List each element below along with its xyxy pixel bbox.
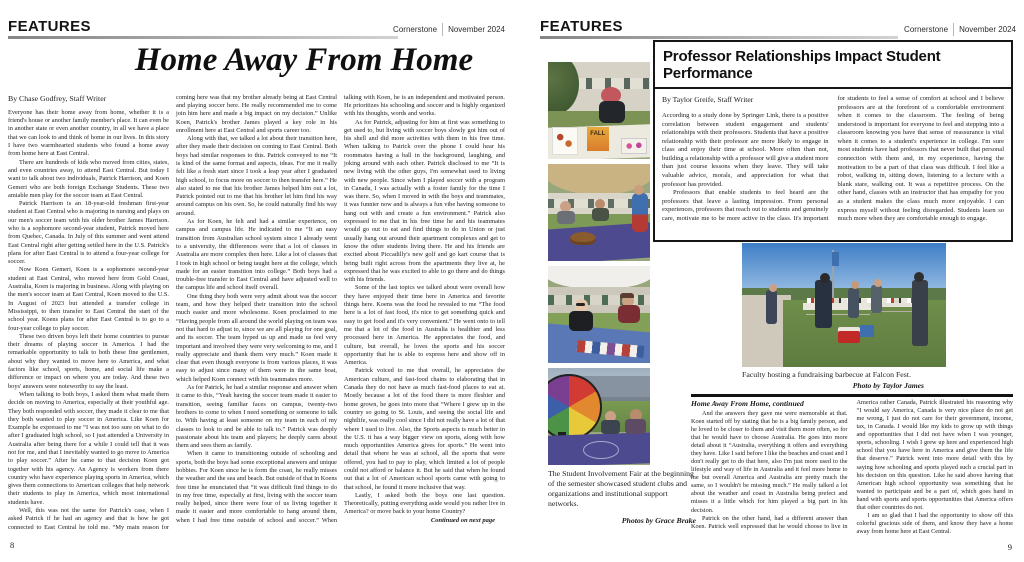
continued-section	[691, 399, 1013, 551]
red-cooler	[838, 327, 860, 343]
photo-credit: Photo by Taylor James	[852, 381, 924, 391]
photo-credit: Photos by Grace Brake	[621, 515, 696, 525]
student-shirt	[625, 419, 646, 434]
photo-strip	[548, 62, 650, 470]
sunglasses	[576, 303, 585, 306]
banner-flag	[832, 252, 839, 266]
person-head	[874, 279, 882, 287]
paragraph: Professors that enable students to feel heard are the professors that leave a lasting impression. From personal experiences, professors that reach out to students and genuinely care, motivate me to be more active in the class. It's important for students to feel a sense of comfort at school and I believe professors are at the forefront of a comfortable environment when it comes to the classroom. The feeling of being understood is important for everyone to feel and stepping into a classroom knowing you have that sense of reassurance is vital when it comes to a student's experience in college. I'm sure most students have had professors that never built that personal connection with them and, in my experience, having the motivation to be a part of that class was difficult. I feel like a robot, walking in, sitting down, listening to a lecture with a blank stare, walking out. It was a repetitive process. On the other hand, classes with an instructor that has empathy for you as a student makes the class much more enjoyable. I can express myself without feeling disregarded. Students learn so much more when they are comfortable enough to engage.	[662, 95, 1004, 223]
left-page	[8, 18, 505, 556]
student-shirt	[601, 420, 620, 434]
fall-sign: FALL	[587, 127, 609, 151]
issue-date: November 2024	[959, 25, 1016, 34]
article-text	[8, 94, 505, 532]
student-jacket	[599, 101, 625, 123]
student-shirt	[557, 211, 575, 224]
ball-cap	[620, 293, 634, 298]
article-text	[662, 95, 1004, 224]
leaf-poster	[552, 127, 578, 155]
paragraph: When talking to both boys, I asked them what made them decide on moving to America, especially at their youthful age. They both responded with soccer, they made it clear to me that they both wanted to play soccer in America. Like Koen for Example he expressed to me “I was not too sure on what to do after I graduated high school, so I just attended a University in Australia after being there for a while I could tell that it was not for me, and that I inevitably wanted to go move to America to play soccer.” After he came to that decision Koen got together with his agency. An Agency is workers from there country who have experience playing sports in America, which gives them connections to American colleges that help network their students to play in America, which most international students have.	[8, 390, 169, 506]
masthead-divider	[953, 23, 954, 36]
paragraph: When it came to transitioning outside of schooling and sports, both the boys had some exceptional answers and unique hobbies. For Koen since he is form the coast, he really misses the weather and the sea and beach. But outside of that in Koens free time he enunciated that “it was difficult find things to do in my free time, especially at first, living with the soccer team really helped, since there were four of us living together it made it easier and more comfortable to hang around them, when I had free time outside of school and soccer.” When talking with Koen, he is an independent and motivated person. He prioritizes his schooling and soccer and is highly organized with his thoughts, words and works.	[176, 93, 505, 524]
wicker-basket	[570, 232, 596, 245]
person-head	[820, 273, 830, 283]
masthead	[393, 23, 505, 36]
person-foreground	[912, 280, 928, 346]
paragraph: Some of the last topics we talked about were overall how they have enjoyed their time here in America and favorite things here. Koens was the food he revealed to me “The food here is a lot of fast food, it's nice to get something quick and easy to get food and it's very convenient.” He went onto to tell me that a lot of the food in Australia is healthier and less processed here in America. He appreciates the food, and culture, but overall, he loves the sports and his soccer opportunity that he is able to express here and show off in America.	[344, 284, 505, 367]
college-seal	[583, 441, 619, 459]
paragraph: There are hundreds of kids who moved from cities, states, and even countries away, to attend East Central. But today I want to talk about two individuals, Patrick Harrison, and Koen Gemeri who are both foreign Exchange Students. These two amiable men play for the soccer team at East Central.	[8, 158, 169, 199]
professor-article-box	[653, 40, 1013, 242]
photo-falcon-fest-barbecue	[742, 243, 946, 367]
article-title: Professor Relationships Impact Student Performance	[655, 42, 1011, 89]
student-maroon-shirt	[618, 305, 640, 323]
paragraph: One thing they both were very admit about was the soccer team, and how they helped their transition into the school much easier and more wholesome. Koen proclaimed to me “Having people from all around the world playing on team was not that hard to adjust to, since we are all playing for one goal, and its soccer. The team hyped us up and made us feel very important and involved they were very welcoming to me, and I really appreciate and thank them very much.” Koen made it clear that even though everyone is from various places, it was easy to adjust since many of them were in the same boat, which helped Koen connect with his teammates more.	[176, 292, 337, 383]
caption-text: Faculty hosting a fundraising barbecue at Falcon Fest.	[742, 370, 911, 379]
standing-student	[632, 193, 648, 232]
section-label: FEATURES	[8, 18, 91, 35]
paragraph: According to a study done by Springer Link, there is a positive correlation between student engagement and students' relationships with their professors. Students that have a positive relationship with their professor are more likely to engage in class and enjoy their time at school. More often than not, building a relationship with a professor will give a student more than just course lessons when they leave. They will take valuable advice, morals, and appreciation for what that professor has provided.	[662, 112, 829, 188]
page-number-right: 9	[1007, 542, 1012, 552]
paragraph: As for Koen, he felt and had a similar experience, on campus and campus life. He indicated to me “It an easy transition from Australian school system since I already went to a university, the differences were that a lot of classes in Australia are more complex then here. Like a lot of classes that I took in high school or being taught here at the college, which made for an easier transition into college.” Both boys had a trouble-free transfer to East Central and have adjusted well to the campus life and school itself overall.	[176, 218, 337, 292]
article-title: Home Away From Home	[134, 42, 474, 78]
person-head	[914, 272, 924, 282]
header-rule	[540, 36, 898, 39]
continued-columns	[691, 399, 1013, 544]
article-body-columns	[8, 94, 505, 546]
person	[871, 285, 882, 313]
masthead-divider	[442, 23, 443, 36]
article-byline: By Taylor Greife, Staff Writer	[662, 95, 754, 104]
paragraph: Along with that, we talked a lot about their transition here, after they made their decision on coming to East Central. Both boys had similar responses to this. Patrick conveyed to me “It is kind of the same format and aspects, ideas. For me it really felt like a fresh start since I took a leap year after I graduated high school, to focus more on soccer to then transfer here.” He also stated to me that his brother James helped him out a lot, Patrick pointed out to me that his brother let him find his way around campus on his own. So, he could naturally find his way around.	[176, 135, 337, 217]
photo-club-fair-fall-table	[548, 62, 650, 159]
continued-note: Continued on next page	[430, 516, 495, 524]
person-head	[769, 284, 777, 292]
person	[848, 288, 859, 318]
continued-text	[691, 399, 1013, 536]
paragraph: Lastly, I asked both the boys one last question. Theoretically, putting everything aside would you rather live in America? or move back to your home Country?	[344, 491, 505, 516]
paragraph: Patrick voiced to me that overall, he appreciates the American culture, and fast-food chains to elaborating that in Canada they do not have as much fast-food places to eat at. Mostly because a lot of the food there is more fleshier and home grown, he goes into more that “Where I grew up in the country so going to St. Louis, and seeing the social life and nightlife, was really cool since I did not really have a lot of that where I used to live. Also, the Sports aspects is much better in the U.S. it has a way bigger view on sports, along with how much opportunities America gives for sports.” He went into detail that where he was at school, all the sports that were offered, you had to pay to play, which limited a lot of people could not afford or balance it. But he said that when he found out that a lot of American school sports came with going to that school, he found it more inclusive that way.	[344, 367, 505, 491]
right-page-header	[540, 18, 1016, 40]
paragraph: As for Patrick, adjusting for him at first was something to get used to, but living with soccer boys slowly got him out of his shell and did more activities with them in his free time. When talking to Patrick over the phone I could hear his roommates having a ball in the background, laughing, and joking around with each other. Patrick disclosed to me “It is new living with the other guys, I'm somewhat used to living with new people. Since when I played soccer with a program in Canada, I was actually with a foster family for the time I was there. So, when I moved in with the boys and teammates, it was funnier now and is always a fun vibe having someone to hang out with and create a fun environment.” Patrick also expressed to me that in his free time he and his teammates would go out to eat and find things to do in Union or just usually hang out around their apartment complexes and get to know the other students living there. He and his friends are excited about Piccadilly's new golf and go kart course that is being built right across from the apartments they live at, he expressed that he was excited to able to go there and do things with his friends.	[344, 118, 505, 284]
barbecue-caption	[742, 370, 948, 391]
paragraph: And the answers they gave me were memorable at that. Koen started off by stating that he is a big family person, and he loved to be closer to them and visit them more often, so for that he would have to choose Australia. He goes into more detail about it “Australia, everything it offers and everything they have. Like I said before I like the beaches and coast and I don't really get to do that here, also I'm just more used to the lifestyle and way of life in Australia and it feel more home to me but overall America and Australia are pretty much the same, so I wouldn't be missing much.” He really talked a lot about the weather and coast in Australia being prefect and misses it a little which for him played a big part in his decision.	[691, 409, 848, 514]
caption-text: The Student Involvement Fair at the beginning of the semester showcased student clubs and organizations and institutional support networks.	[548, 469, 694, 508]
paragraph: I am so glad that I had the opportunity to show off this colorful gracious side of them, and know they have a home away from home here at East Central.	[856, 511, 1013, 535]
right-page	[540, 18, 1016, 558]
student-black-shirt	[569, 311, 593, 331]
section-label: FEATURES	[540, 18, 623, 35]
paragraph: Patrick on the other hand, had a different answer than Koen. Patrick well expressed that he would choose to live in America rather Canada, Patrick illustrated his reasoning why “I would say America, Canada is very nice place do not get me wrong, I just do not care for their government, income, tax, in Canada. I would like my kids to grow up with things and opportunities that I did not have when I was younger, sports, schooling. I wish I grew up here and experienced high school that you have here in America and give them the life that deserve.” Patrick went into more detail with this by saying how schooling and sports played such a crucial part in his decision on this question. Like he said above having that American high school opportunity was something that he wanted to participate and be a part of, which goes hand in hand with sports and sports opportunities that America offers that other countries do not.	[691, 399, 1013, 530]
sticker-box	[621, 138, 647, 154]
masthead-name: Cornerstone	[393, 25, 438, 34]
issue-date: November 2024	[448, 25, 505, 34]
white-tent	[548, 266, 650, 289]
paragraph: Now Koen Gemeri, Koen is a sophomore second-year student at East Central, who moved here from Gold Coast, Australia, Koen is majoring in business. Along with playing on the men's soccer team at East Central, Koen moved to the U.S. In August of 2023 but attended a transfer college in Mississippi, to then transfer to East Central the start of the school year. Koens plans for after East Central is to go to a four-year college to play soccer.	[8, 266, 169, 332]
person	[766, 290, 777, 324]
photo-club-fair-tent-table	[548, 266, 650, 363]
page-number-left: 8	[10, 540, 15, 550]
article-byline: By Chase Godfrey, Staff Writer	[8, 93, 107, 103]
section-divider-rule	[691, 394, 1013, 397]
paragraph: As for Patrick, he had a similar response and answer when it came to this, “Yeah having the soccer team made it easier to transition, seeing familiar faces on campus, twenty-two brothers to come to when I need something or someone to talk to. With having at least someone on my team in each of my classes to look to and be able to talk to.” Patrick was deeply passionate about his team and players; he deeply cares about them and sees them as family.	[176, 384, 337, 450]
photo-club-fair-prize-wheel	[548, 368, 650, 465]
photo-strip-caption	[548, 469, 696, 526]
blue-crate	[860, 325, 874, 337]
masthead	[904, 23, 1016, 36]
header-rule	[8, 36, 398, 39]
article-body-columns	[655, 89, 1011, 247]
continued-heading: Home Away From Home, continued	[691, 399, 804, 408]
photo-club-fair-canopy-table	[548, 164, 650, 261]
paragraph: Everyone has their home away from home, whether it is a friend's house or another family member's place. It can even be in another state or even another country, in all we have a place that we can look to and think of home in our lives. In this story I have two warmhearted students who found a home away from home here at East Central.	[8, 108, 169, 158]
left-page-header	[8, 18, 505, 40]
building-windows	[548, 295, 650, 305]
person	[815, 280, 832, 328]
paragraph: These two driven boys left their home countries to pursue their dreams of playing soccer in America. I had the remarkable opportunity to talk to both these fine gentlemen, about why they wanted to move here to America, and what factors like school, sports, home, and social life make a difference or impact on where you are today. And these two boys' answers were noteworthy to say the least.	[8, 332, 169, 390]
serving-table	[803, 303, 872, 310]
paragraph: Well, this was not the same for Patrick's case, when I asked Patrick if he had an agency and that is how he got connected to East Central he told me. “My main reason for coming here was that my brother already being at East Central and playing soccer here. He really recommended me to come join him here and made a big impact on my decision.” Unlike Koen, Patrick's brother James played a key role in his enrollment here at East Central and sports career too.	[8, 93, 337, 531]
paragraph: Patrick Harrison is an 18-year-old freshman first-year student at East Central who is majoring in nursing and plays on our men's soccer team with his older brother James Harrison. who is a sophomore second-year student, Patrick moved here from Quebec, Canada. In July of this summer and went attend East Central right after getting settled here in the U.S. Patrick's plans for after East Central is to attend a four-year college for soccer.	[8, 200, 169, 266]
student-shirt	[592, 208, 609, 221]
masthead-name: Cornerstone	[904, 25, 949, 34]
